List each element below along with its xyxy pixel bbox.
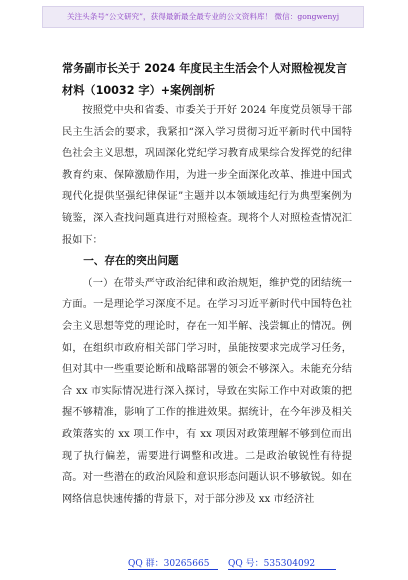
qq-number-underline [228,569,336,570]
qq-group-link[interactable]: QQ 群：30265665 [128,559,210,569]
section-heading: 一、存在的突出问题 [83,255,179,268]
promo-banner-text: 关注头条号“公文研究”，获得最新最全最专业的公文资料库！ 微信：gongwenyj [66,12,340,21]
promo-banner [42,6,364,28]
document-title: 常务副市长关于 2024 年度民主生活会个人对照检视发言材料（10032 字）+案例剖析 [62,62,348,97]
section-paragraph: （一）在带头严守政治纪律和政治规矩，维护党的团结统一方面。一是理论学习深度不足。在学习习近平新时代中国特色社会主义思想等党的理论时，存在一知半解、浅尝辄止的情况。例如，在组织市政府相关部门学习时，虽能按要求完成学习任务，但对其中一些重要论断和战略部署的领会不够深入。未能充分结合 xx 市实际情况进行深入探讨，导致在实际工作中对政策的把握不够精准，影响了工作的推进效果。据统计，在今年涉及相关政策落实的 xx 项工作中，有 xx 项因对政策理解不够到位而出现了执行偏差，需要进行调整和改进。二是政治敏锐性有待提高。对一些潜在的政治风险和意识形态问题认识不够敏锐。如在网络信息快速传播的背景下，对于部分涉及 xx 市经济社 [62,277,352,505]
qq-group-underline [128,569,218,570]
qq-number-link[interactable]: QQ 号：535304092 [228,559,316,569]
footer-contact [128,556,348,572]
document-body [62,100,352,510]
intro-paragraph: 按照党中央和省委、市委关于开好 2024 年度党员领导干部民主生活会的要求，我紧扣“深入学习贯彻习近平新时代中国特色社会主义思想，巩固深化党纪学习教育成果综合发挥党的纪律教育约束、保障激励作用，为进一步全面深化改革、推进中国式现代化提供坚强纪律保证”主题并以本领域违纪行为典型案例为镜鉴，深入查找问题真进行对照检查。现将个人对照检查情况汇报如下： [62,105,352,246]
